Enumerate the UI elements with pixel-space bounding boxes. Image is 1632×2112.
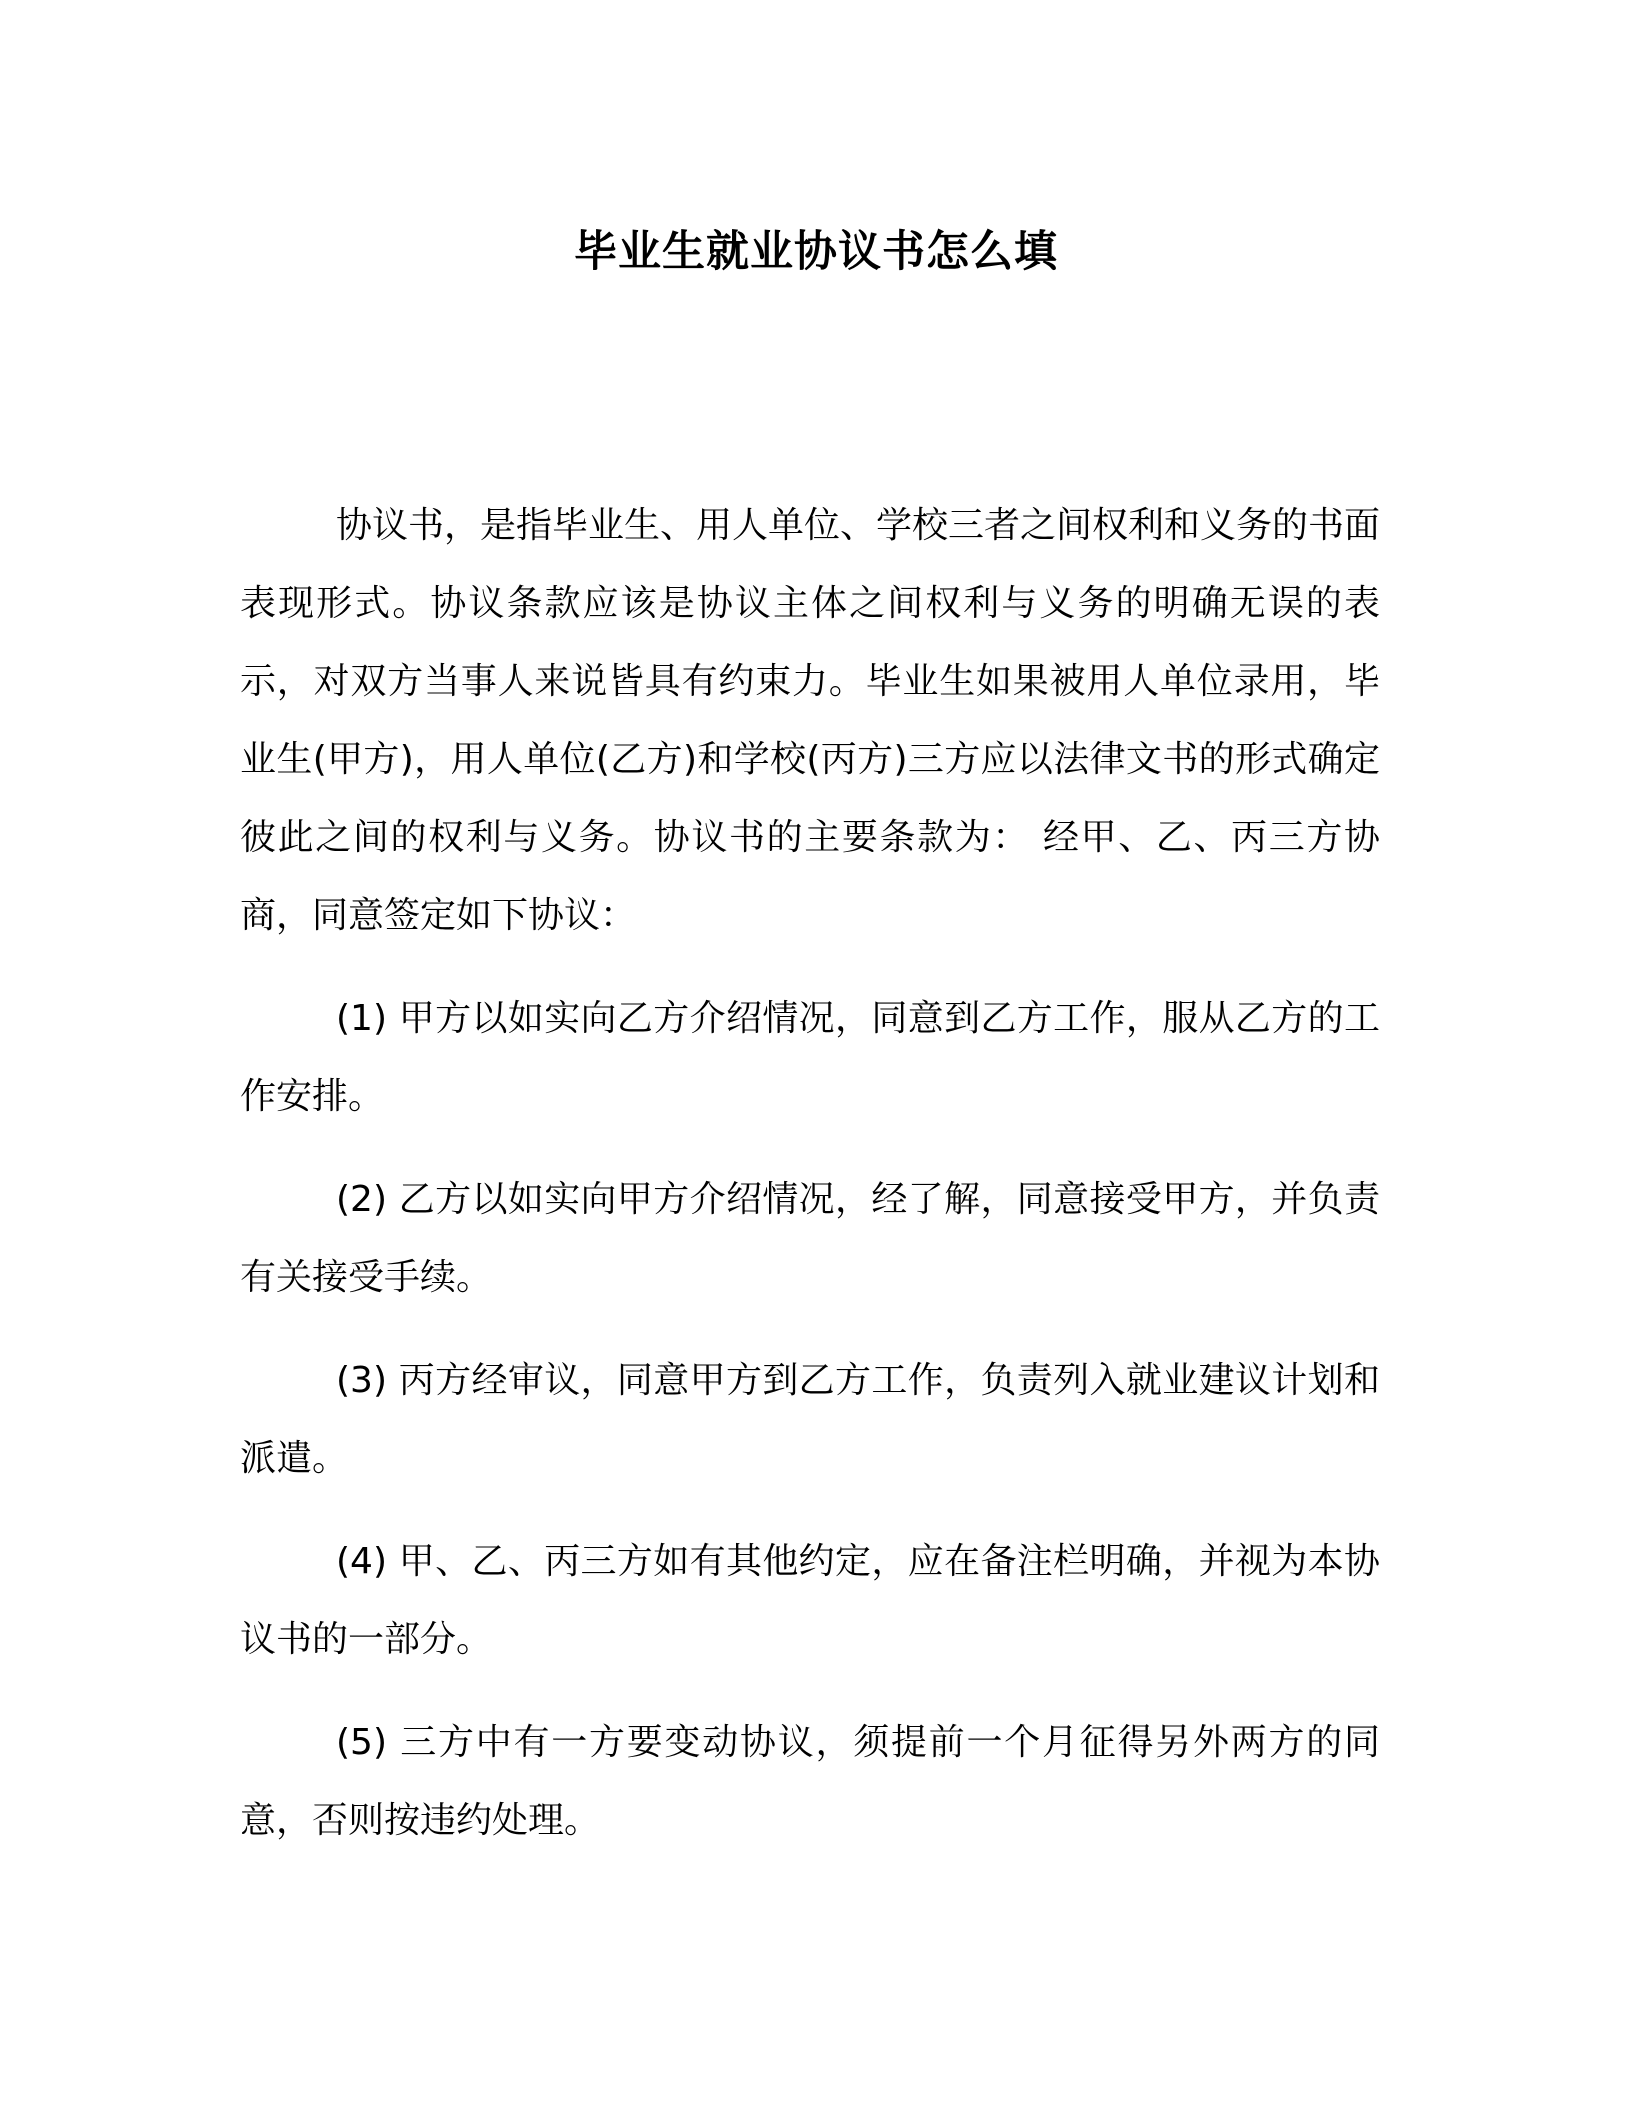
clause-4: (4) 甲、乙、丙三方如有其他约定，应在备注栏明确，并视为本协议书的一部分。 xyxy=(240,1541,1380,1660)
clause-3: (3) 丙方经审议，同意甲方到乙方工作，负责列入就业建议计划和派遣。 xyxy=(240,1360,1380,1479)
document-body xyxy=(240,487,1380,1885)
clause-2: (2) 乙方以如实向甲方介绍情况，经了解，同意接受甲方，并负责有关接受手续。 xyxy=(240,1179,1380,1298)
intro-paragraph: 协议书，是指毕业生、用人单位、学校三者之间权利和义务的书面表现形式。协议条款应该是协议主体之间权利与义务的明确无误的表示，对双方当事人来说皆具有约束力。毕业生如果被用人单位录用，毕业生(甲方)，用人单位(乙方)和学校(丙方)三方应以法律文书的形式确定彼此之间的权利与义务。协议书的主要条款为： 经甲、乙、丙三方协商，同意签定如下协议： xyxy=(240,505,1381,936)
document-title: 毕业生就业协议书怎么填 xyxy=(574,227,1058,277)
clause-5: (5) 三方中有一方要变动协议，须提前一个月征得另外两方的同意，否则按违约处理。 xyxy=(240,1722,1380,1841)
clause-1: (1) 甲方以如实向乙方介绍情况，同意到乙方工作，服从乙方的工作安排。 xyxy=(240,998,1380,1117)
